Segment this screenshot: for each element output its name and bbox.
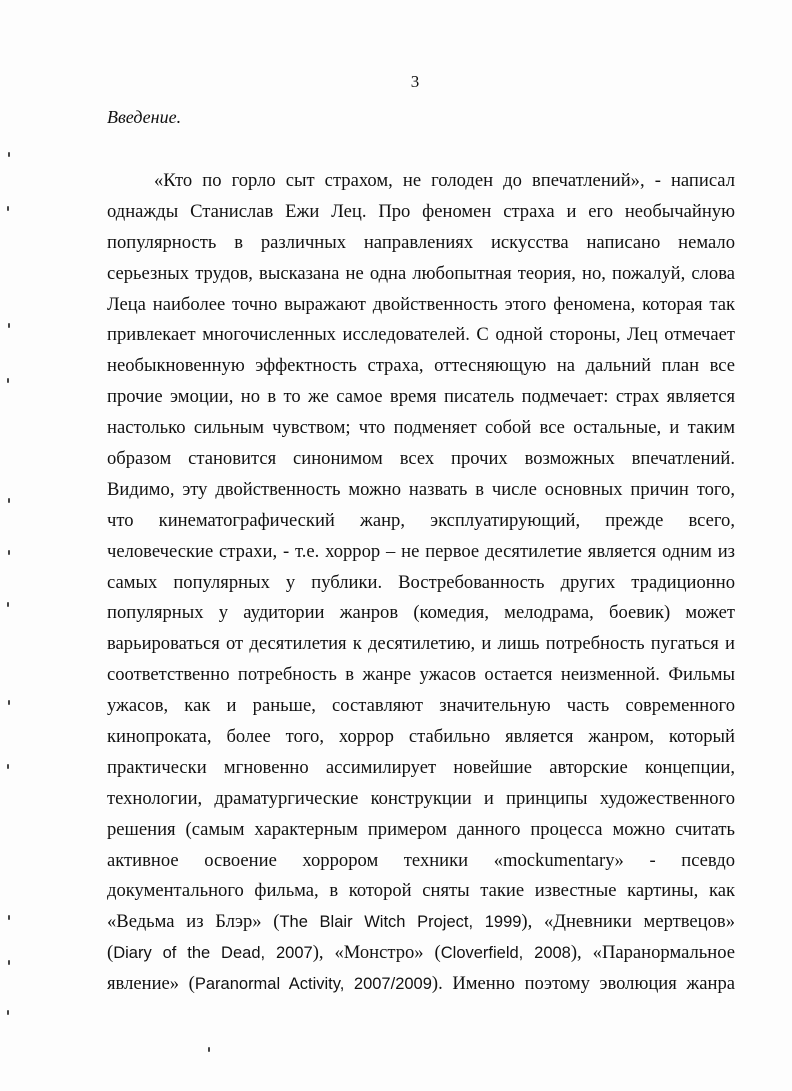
scan-speck	[8, 498, 10, 503]
scan-speck	[8, 960, 10, 965]
scan-speck	[8, 915, 10, 920]
text-line: настолько сильным чувством; что подменяет собой все остальные, и таким	[107, 417, 735, 439]
text-line: Леца наиболее точно выражают двойственность этого феномена, которая так	[107, 293, 735, 315]
text-line: что кинематографический жанр, эксплуатирующий, прежде всего,	[107, 509, 735, 531]
text-fragment: (	[107, 942, 114, 964]
film-title-original: Paranormal Activity, 2007/2009	[194, 975, 432, 994]
text-line: однажды Станислав Ежи Лец. Про феномен страха и его необычайную	[107, 200, 735, 222]
text-line: популярность в различных направлениях искусства написано немало	[107, 231, 735, 253]
text-line: привлекает многочисленных исследователей. С одной стороны, Лец отмечает	[107, 324, 735, 346]
text-line: кинопроката, более того, хоррор стабильно является жанром, который	[107, 726, 735, 748]
scan-speck	[8, 152, 10, 157]
scan-speck	[8, 323, 10, 328]
text-line: образом становится синонимом всех прочих возможных впечатлений.	[107, 448, 735, 470]
scan-speck	[7, 378, 9, 383]
text-line: прочие эмоции, но в то же самое время писатель подмечает: страх является	[107, 386, 735, 408]
text-line: активное освоение хоррором техники «mockumentary» - псевдо	[107, 849, 735, 871]
text-fragment: ), «Паранормальное	[570, 942, 735, 964]
body-paragraph	[107, 166, 735, 1000]
scan-speck	[7, 764, 9, 769]
text-fragment: ). Именно поэтому эволюция жанра	[431, 973, 735, 995]
scan-speck	[8, 550, 10, 555]
text-fragment: ), «Дневники мертвецов»	[521, 911, 735, 933]
section-heading: Введение.	[107, 107, 182, 127]
text-line: человеческие страхи, - т.е. хоррор – не первое десятилетие является одним из	[107, 540, 735, 562]
text-line: необыкновенную эффектность страха, оттесняющую на дальний план все	[107, 355, 735, 377]
page-number: 3	[410, 72, 420, 91]
text-fragment: явление» (	[107, 973, 195, 995]
text-line: самых популярных у публики. Востребованность других традиционно	[107, 571, 735, 593]
text-fragment: «Ведьма из Блэр» (	[107, 911, 280, 933]
text-line: документального фильма, в которой сняты такие известные картины, как	[107, 880, 735, 902]
film-title-original: The Blair Witch Project, 1999	[279, 913, 522, 932]
text-line: варьироваться от десятилетия к десятилетию, и лишь потребность пугаться и	[107, 633, 735, 655]
scan-speck	[8, 700, 10, 705]
text-line: решения (самым характерным примером данного процесса можно считать	[107, 818, 735, 840]
scan-speck	[7, 206, 9, 211]
text-line: популярных у аудитории жанров (комедия, мелодрама, боевик) может	[107, 602, 735, 624]
scan-speck	[7, 1010, 9, 1015]
scan-speck	[7, 602, 9, 607]
text-line: серьезных трудов, высказана не одна любопытная теория, но, пожалуй, слова	[107, 262, 735, 284]
film-title-original: Cloverfield, 2008	[440, 944, 571, 963]
text-line	[107, 969, 735, 1000]
text-line: Видимо, эту двойственность можно назвать в числе основных причин того,	[107, 478, 735, 500]
text-line: ужасов, как и раньше, составляют значительную часть современного	[107, 695, 735, 717]
text-line: соответственно потребность в жанре ужасов остается неизменной. Фильмы	[107, 664, 735, 686]
text-fragment: ), «Монстро» (	[312, 942, 441, 964]
text-line: технологии, драматургические конструкции и принципы художественного	[107, 787, 735, 809]
scan-speck	[208, 1047, 210, 1052]
text-line	[107, 938, 735, 969]
text-line: «Кто по горло сыт страхом, не голоден до впечатлений», - написал	[154, 170, 735, 191]
text-line: практически мгновенно ассимилирует новейшие авторские концепции,	[107, 756, 735, 778]
film-title-original: Diary of the Dead, 2007	[113, 944, 313, 963]
text-line	[107, 907, 735, 938]
